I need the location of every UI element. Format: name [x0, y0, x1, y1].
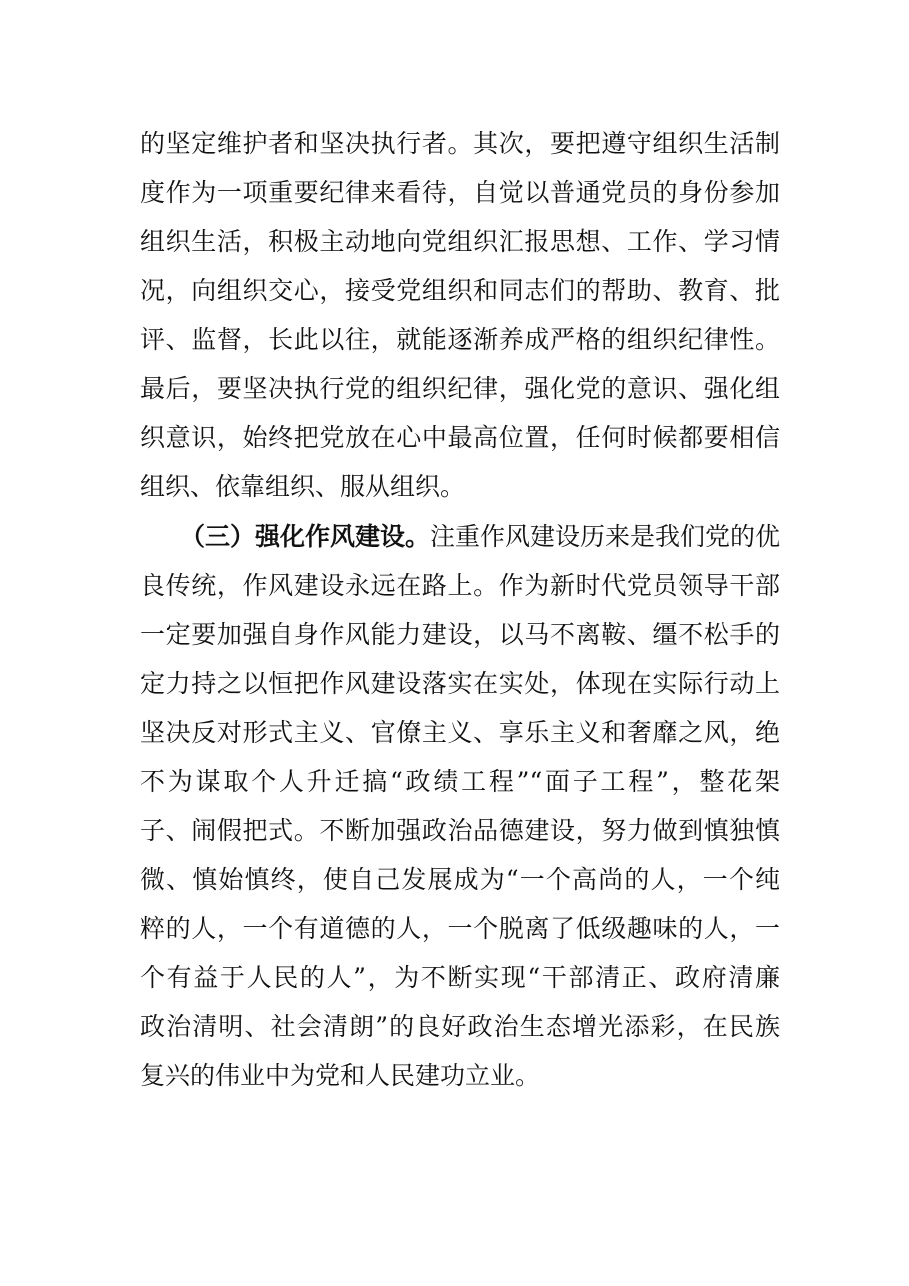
text-line: 组织生活，积极主动地向党组织汇报思想、工作、学习情	[140, 227, 780, 256]
text-line: 的坚定维护者和坚决执行者。其次，要把遵守组织生活制	[140, 129, 780, 158]
text-line: 良传统，作风建设永远在路上。作为新时代党员领导干部	[140, 571, 780, 600]
text-line: 复兴的伟业中为党和人民建功立业。	[140, 1061, 541, 1090]
text-line: 最后，要坚决执行党的组织纪律，强化党的意识、强化组	[140, 374, 780, 403]
text-line: 坚决反对形式主义、官僚主义、享乐主义和奢靡之风，绝	[140, 718, 780, 747]
text-line: 不为谋取个人升迁搞“政绩工程”“面子工程”，整花架	[140, 767, 780, 796]
text-line: 度作为一项重要纪律来看待，自觉以普通党员的身份参加	[140, 178, 780, 207]
text-run: 注重作风建设历来是我们党的优	[430, 522, 780, 551]
paragraph-work-style	[140, 512, 780, 1100]
text-line: 粹的人，一个有道德的人，一个脱离了低级趣味的人，一	[140, 914, 780, 943]
text-line: 一定要加强自身作风能力建设，以马不离鞍、缰不松手的	[140, 620, 780, 649]
paragraph-organizational-discipline	[140, 119, 780, 511]
text-line: 微、慎始慎终，使自己发展成为“一个高尚的人，一个纯	[140, 865, 780, 894]
text-line: 定力持之以恒把作风建设落实在实处，体现在实际行动上	[140, 669, 780, 698]
text-line-with-heading	[140, 512, 780, 561]
text-line: 况，向组织交心，接受党组织和同志们的帮助、教育、批	[140, 276, 780, 305]
text-line: 组织、依靠组织、服从组织。	[140, 472, 466, 501]
text-line: 评、监督，长此以往，就能逐渐养成严格的组织纪律性。	[140, 325, 780, 354]
section-heading: （三）强化作风建设。	[180, 522, 431, 551]
text-line: 个有益于人民的人”，为不断实现“干部清正、政府清廉	[140, 963, 780, 992]
text-line: 子、闹假把式。不断加强政治品德建设，努力做到慎独慎	[140, 816, 780, 845]
text-line: 织意识，始终把党放在心中最高位置，任何时候都要相信	[140, 423, 780, 452]
text-line: 政治清明、社会清朗”的良好政治生态增光添彩，在民族	[140, 1012, 780, 1041]
